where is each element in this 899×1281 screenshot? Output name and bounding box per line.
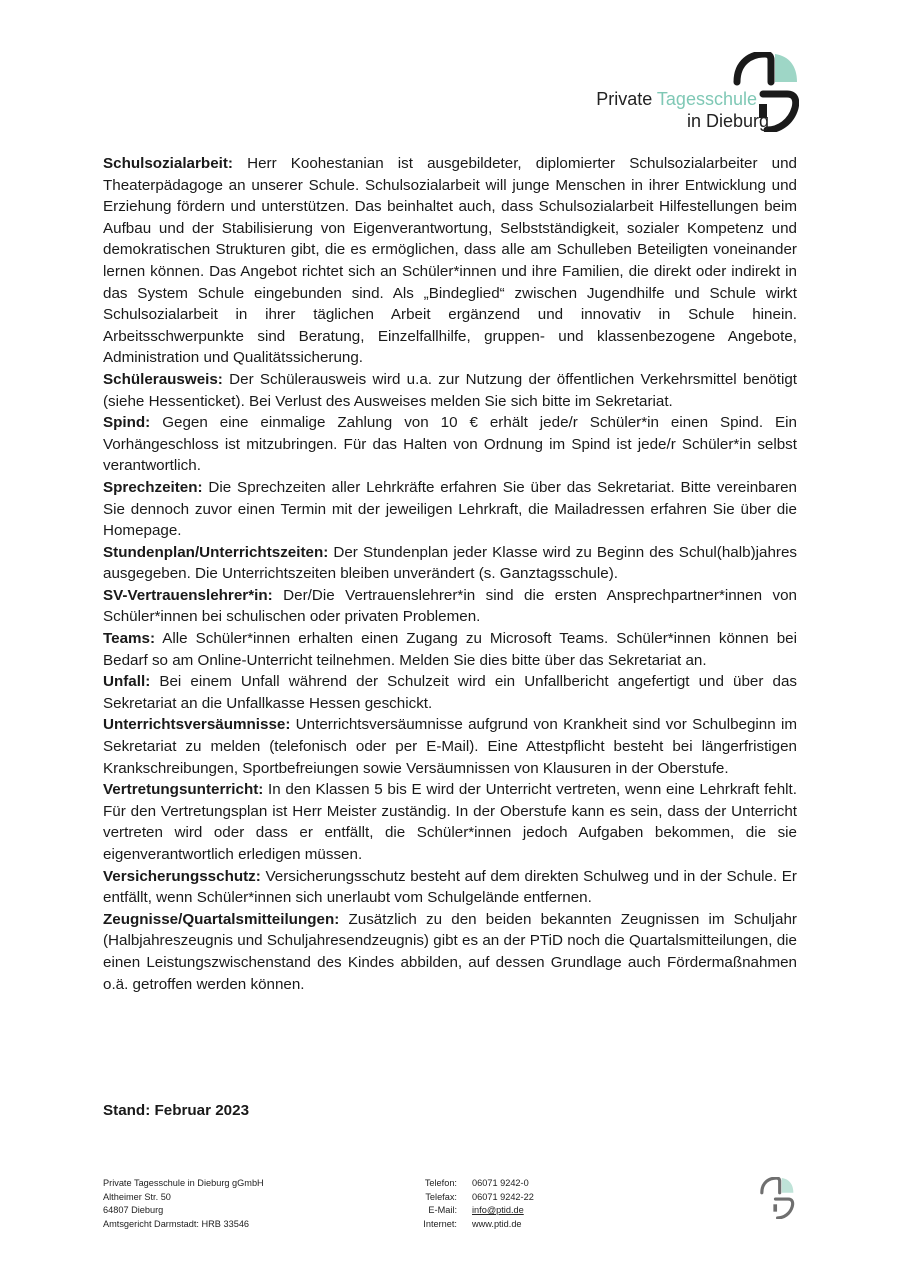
- entry-term: Spind:: [103, 414, 151, 432]
- footer-company: Private Tagesschule in Dieburg gGmbH: [103, 1178, 264, 1188]
- entry-sv-vertrauenslehrer: [103, 585, 797, 628]
- internet-label: Internet:: [423, 1218, 457, 1229]
- entry-text: Bei einem Unfall während der Schulzeit wird ein Unfallbericht angefertigt und über das Sekretariat an die Unfallkasse Hessen geschickt.: [103, 673, 797, 712]
- footer-court: Amtsgericht Darmstadt: HRB 33546: [103, 1218, 250, 1229]
- entry-unfall: [103, 671, 797, 714]
- entry-text: Unterrichtsversäumnisse aufgrund von Krankheit sind vor Schulbeginn im Sekretariat zu melden (telefonisch oder per E-Mail). Eine Attestpflicht besteht bei längerfristigen Krankschreibungen, Sportbefreiungen sowie Versäumnissen von Klausuren in der Oberstufe.: [103, 716, 797, 777]
- ptid-footer-logo-icon: [753, 1177, 799, 1219]
- entry-sprechzeiten: [103, 477, 797, 542]
- entry-term: Schulsozialarbeit:: [103, 155, 233, 172]
- entry-text: Der Schülerausweis wird u.a. zur Nutzung der öffentlichen Verkehrsmittel benötigt (siehe Hessenticket). Bei Verlust des Ausweises melden Sie sich bitte im Sekretariat.: [103, 370, 797, 410]
- entry-versicherungsschutz: [103, 866, 797, 909]
- fax-label: Telefax:: [425, 1191, 457, 1202]
- entry-text: Versicherungsschutz besteht auf dem direkten Schulweg und in der Schule. Er entfällt, wenn Schüler*innen sich unerlaubt vom Schulgelände entfernen.: [103, 867, 797, 907]
- entry-text: Alle Schüler*innen erhalten einen Zugang zu Microsoft Teams. Schüler*innen können bei Bedarf so am Online-Unterricht teilnehmen. Melden Sie dies bitte über das Sekretariat an.: [103, 630, 797, 669]
- entry-vertretungsunterricht: [103, 779, 797, 865]
- phone-value: 06071 9242-0: [472, 1178, 529, 1188]
- entry-unterrichtsversaeumnisse: [103, 714, 797, 779]
- entry-text: Der/Die Vertrauenslehrer*in sind die ersten Ansprechpartner*innen von Schüler*innen bei schulischen oder privaten Problemen.: [103, 586, 797, 626]
- footer-address: [103, 1177, 264, 1231]
- footer-contact-labels: [416, 1177, 457, 1231]
- school-logo: [569, 52, 799, 134]
- entry-text: Herr Koohestanian ist ausgebildeter, diplomierter Schulsozialarbeiter und Theaterpädagoge an unserer Schule. Schulsozialarbeit will junge Menschen in ihrer Entwicklung und Erziehung fördern und unterstützen. Das beinhaltet auch, dass Schulsozialarbeit Hilfestellungen beim Aufbau und der Stabilisierung von Eigenverantwortung, Selbstständigkeit, sozialer Kompetenz und demokratischen Strukturen gibt, die es ermöglichen, dass alle am Schulleben Beteiligten voneinander lernen können. Das Angebot richtet sich an Schüler*innen und ihre Familien, die direkt oder indirekt in das System Schule eingebunden sind. Als „Bindeglied“ zwischen Jugendhilfe und Schule wirkt Schulsozialarbeit in ihrer täglichen Arbeit ergänzend und innovativ in Schule hinein. Arbeitsschwerpunkte sind Beratung, Einzelfallhilfe, gruppen- und klassenbezogene Angebote, Administration und Qualitätssicherung.: [103, 155, 797, 367]
- entry-term: Vertretungsunterricht:: [103, 781, 264, 799]
- entry-term: Schülerausweis:: [103, 370, 223, 388]
- website-link[interactable]: www.ptid.de: [472, 1218, 522, 1229]
- email-label: E-Mail:: [428, 1205, 457, 1215]
- entry-term: Unfall:: [103, 673, 151, 691]
- logo-text-tagesschule: Tagesschule: [656, 89, 757, 109]
- entry-term: Stundenplan/Unterrichtszeiten:: [103, 543, 329, 561]
- entry-schulsozialarbeit: [103, 153, 797, 369]
- entry-text: Die Sprechzeiten aller Lehrkräfte erfahren Sie über das Sekretariat. Bitte vereinbaren Sie dennoch zuvor einen Termin mit der jeweiligen Lehrkraft, die Mailadressen erfahren Sie über die Homepage.: [103, 478, 797, 540]
- entry-text: Der Stundenplan jeder Klasse wird zu Beginn des Schul(halb)jahres ausgegeben. Die Unterrichtszeiten bleiben unverändert (s. Ganztagsschule).: [103, 543, 797, 583]
- logo-wordmark: [596, 88, 769, 132]
- footer-street: Altheimer Str. 50: [103, 1191, 171, 1202]
- email-link[interactable]: info@ptid.de: [472, 1205, 524, 1215]
- entry-term: Teams:: [103, 630, 156, 648]
- entry-stundenplan: [103, 542, 797, 585]
- logo-text-location: in Dieburg: [686, 111, 769, 131]
- phone-label: Telefon:: [424, 1178, 457, 1188]
- entry-term: SV-Vertrauenslehrer*in:: [103, 586, 273, 604]
- entry-term: Versicherungsschutz:: [103, 867, 261, 885]
- page-footer: [0, 1177, 899, 1237]
- entry-zeugnisse: [103, 909, 797, 995]
- footer-city: 64807 Dieburg: [103, 1205, 164, 1215]
- entry-schuelerausweis: [103, 369, 797, 412]
- entry-text: In den Klassen 5 bis E wird der Unterricht vertreten, wenn eine Lehrkraft fehlt. Für den Vertretungsplan ist Herr Meister zuständig. In der Oberstufe kann es sein, dass der Unterricht vertreten wird oder dass er entfällt, die Schüler*innen jedoch Aufgaben bekommen, die sie eigenverantwortlich erledigen müssen.: [103, 781, 797, 863]
- entry-term: Zeugnisse/Quartalsmitteilungen:: [103, 910, 340, 928]
- logo-text-private: Private: [596, 89, 653, 109]
- entry-teams: [103, 628, 797, 671]
- document-body: [103, 153, 797, 995]
- footer-contact-values: [472, 1177, 534, 1231]
- entry-term: Unterrichtsversäumnisse:: [103, 716, 291, 734]
- entry-text: Zusätzlich zu den beiden bekannten Zeugnissen im Schuljahr (Halbjahreszeugnis und Schuljahresendzeugnis) gibt es an der PTiD noch die Quartalsmitteilungen, die einen Leistungszwischenstand des Kindes abbilden, auf dessen Grundlage auch Fördermaßnahmen o.ä. getroffen werden können.: [103, 910, 797, 993]
- entry-text: Gegen eine einmalige Zahlung von 10 € erhält jede/r Schüler*in einen Spind. Ein Vorhängeschloss ist mitzubringen. Für das Halten von Ordnung im Spind ist jede/r Schüler*in selbst verantwortlich.: [103, 414, 797, 475]
- fax-value: 06071 9242-22: [472, 1191, 534, 1202]
- entry-term: Sprechzeiten:: [103, 478, 203, 496]
- entry-spind: [103, 412, 797, 477]
- document-date: Stand: Februar 2023: [103, 1102, 250, 1119]
